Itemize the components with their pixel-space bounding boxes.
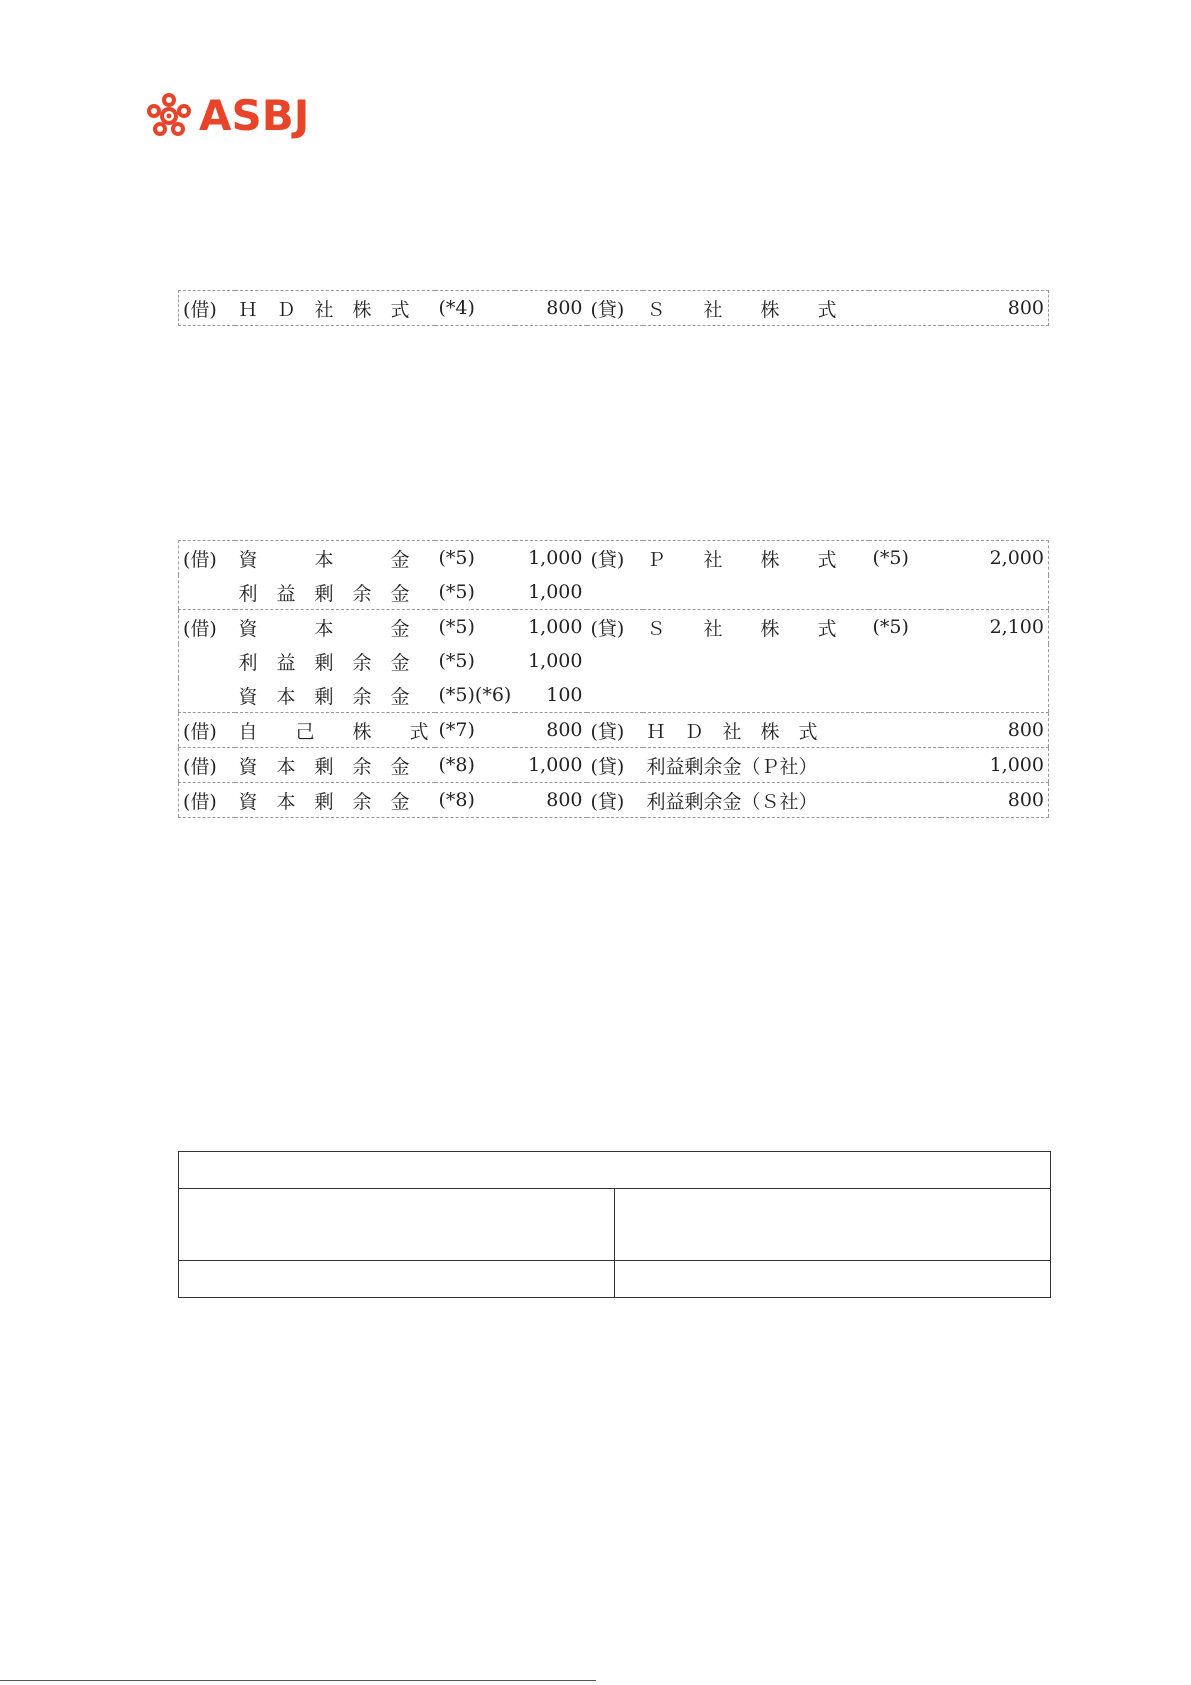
debit-note: (*8)	[435, 783, 515, 818]
debit-label: (借)	[179, 748, 235, 783]
debit-label	[179, 678, 235, 713]
journal-row	[179, 783, 1049, 818]
table-cell	[179, 1152, 1051, 1189]
journal-row	[179, 678, 1049, 713]
debit-note: (*7)	[435, 713, 515, 748]
credit-amount: 800	[1007, 297, 1044, 319]
credit-label: (貸)	[587, 713, 643, 748]
debit-amount: 1,000	[528, 616, 583, 638]
logo-text: ASBJ	[199, 91, 310, 140]
credit-account	[643, 644, 869, 678]
debit-note: (*8)	[435, 748, 515, 783]
debit-amount: 1,000	[528, 547, 583, 569]
credit-account: Ｐ 社 株 式	[646, 548, 837, 571]
debit-account: 資 本 金	[238, 617, 410, 640]
debit-account: 資 本 剰 余 金	[235, 783, 435, 818]
debit-note: (*5)	[438, 616, 475, 638]
asbj-logo	[145, 92, 309, 140]
credit-note	[869, 678, 941, 713]
credit-account: Ｓ 社 株 式	[646, 298, 837, 321]
debit-amount: 1,000	[528, 650, 583, 672]
debit-amount: 100	[515, 678, 587, 713]
credit-note	[869, 291, 941, 326]
journal-entry-table-2	[178, 540, 1049, 818]
debit-label: (借)	[179, 713, 235, 748]
debit-account: 利 益 剰 余 金	[235, 575, 435, 610]
credit-note	[869, 748, 941, 783]
debit-amount: 800	[546, 297, 583, 319]
table-cell	[179, 1261, 615, 1298]
credit-account: 利益剰余金（Ｓ社）	[643, 783, 869, 818]
footnote-divider	[0, 1680, 596, 1681]
credit-amount	[941, 575, 1049, 610]
table-cell	[615, 1261, 1051, 1298]
credit-note	[869, 783, 941, 818]
credit-label: (貸)	[587, 783, 643, 818]
credit-amount: 2,100	[989, 616, 1044, 638]
debit-account: 資 本 剰 余 金	[235, 748, 435, 783]
debit-label: (借)	[183, 617, 217, 640]
debit-account: 資 本 金	[238, 548, 410, 571]
journal-row	[179, 713, 1049, 748]
journal-row	[179, 575, 1049, 610]
debit-note: (*4)	[438, 297, 475, 319]
debit-note: (*5)	[435, 575, 515, 610]
debit-note: (*5)	[438, 547, 475, 569]
debit-account: 利 益 剰 余 金	[238, 651, 410, 674]
credit-note	[869, 575, 941, 610]
credit-note	[869, 644, 941, 678]
credit-label	[587, 575, 643, 610]
credit-amount: 800	[941, 783, 1049, 818]
credit-label: (貸)	[590, 617, 625, 640]
debit-note: (*5)(*6)	[435, 678, 515, 713]
credit-note	[869, 713, 941, 748]
debit-amount: 1,000	[515, 575, 587, 610]
debit-amount: 1,000	[515, 748, 587, 783]
credit-amount: 1,000	[941, 748, 1049, 783]
journal-row	[179, 644, 1049, 678]
credit-amount: 2,000	[989, 547, 1044, 569]
credit-label	[587, 644, 643, 678]
credit-account	[643, 678, 869, 713]
credit-account: Ｓ 社 株 式	[646, 617, 837, 640]
credit-label: (貸)	[590, 298, 625, 321]
table-row	[179, 1152, 1051, 1189]
credit-note: (*5)	[872, 616, 909, 638]
debit-label: (借)	[183, 298, 217, 321]
credit-label: (貸)	[590, 548, 625, 571]
table-row	[179, 1189, 1051, 1261]
credit-amount: 800	[941, 713, 1049, 748]
journal-row	[179, 610, 1049, 645]
table-cell	[179, 1189, 615, 1261]
credit-note: (*5)	[872, 547, 909, 569]
blank-table	[178, 1151, 1051, 1298]
debit-label	[179, 644, 235, 678]
table-cell	[615, 1189, 1051, 1261]
credit-amount	[941, 678, 1049, 713]
journal-row	[179, 748, 1049, 783]
journal-row	[179, 291, 1049, 326]
journal-entry-table-1	[178, 290, 1049, 326]
debit-note: (*5)	[438, 650, 475, 672]
debit-account: 資 本 剰 余 金	[235, 678, 435, 713]
debit-amount: 800	[515, 713, 587, 748]
debit-label: (借)	[183, 548, 217, 571]
credit-label	[587, 678, 643, 713]
debit-account: 自 己 株 式	[235, 713, 435, 748]
debit-account: Ｈ Ｄ 社 株 式	[238, 298, 410, 321]
credit-label: (貸)	[587, 748, 643, 783]
credit-account: Ｈ Ｄ 社 株 式	[643, 713, 869, 748]
table-row	[179, 1261, 1051, 1298]
debit-label: (借)	[179, 783, 235, 818]
credit-account	[643, 575, 869, 610]
asbj-emblem-icon	[145, 92, 193, 140]
debit-label	[179, 575, 235, 610]
credit-amount	[941, 644, 1049, 678]
debit-amount: 800	[515, 783, 587, 818]
credit-account: 利益剰余金（Ｐ社）	[643, 748, 869, 783]
journal-row	[179, 541, 1049, 576]
